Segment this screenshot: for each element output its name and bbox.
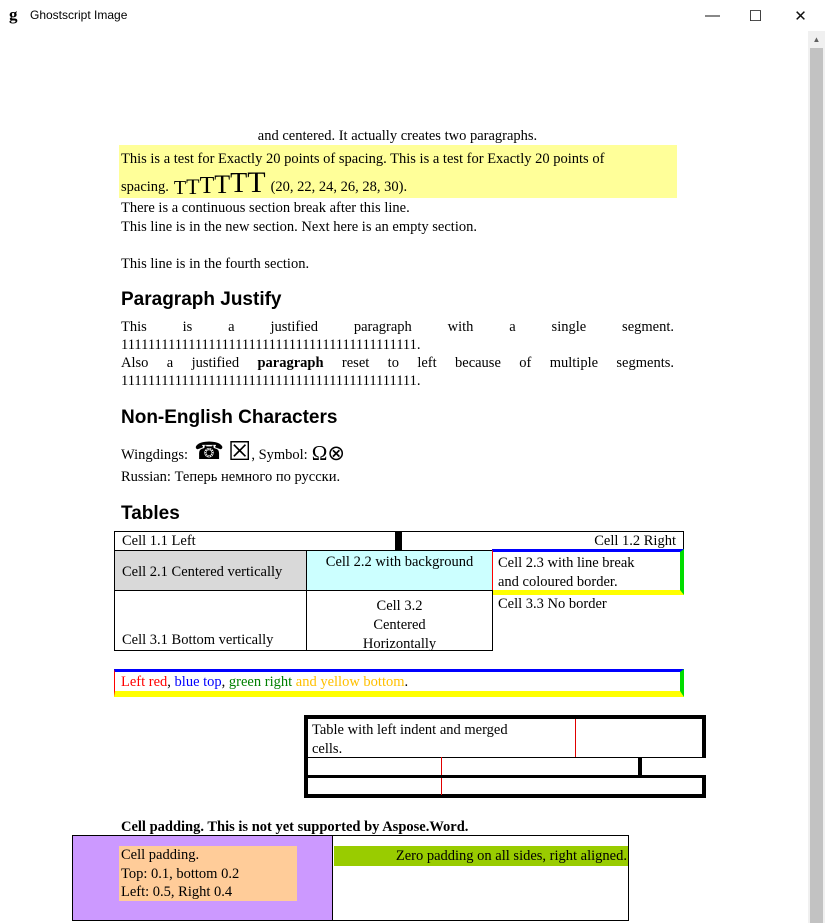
ones-line-1: 11111111111111111111111111111111111111111111.: [121, 337, 421, 353]
scroll-up-arrow-icon[interactable]: ▲: [812, 35, 821, 44]
text-line: Horizontally: [362, 636, 437, 652]
text: [498, 554, 635, 592]
window-title: Ghostscript Image: [30, 8, 128, 22]
thick-divider: [395, 531, 402, 551]
spacing-line-2: [121, 168, 407, 198]
cell-3-3: Cell 3.3 No border: [498, 596, 607, 612]
bold-text: paragraph: [257, 355, 324, 371]
new-section-line: This line is in the new section. Next here is an empty section.: [121, 219, 477, 235]
heading-paragraph-justify: Paragraph Justify: [121, 289, 282, 310]
symbol-chars: Ω⊗: [311, 441, 345, 465]
cell-3-1: [114, 590, 307, 651]
russian-line: Russian: Теперь немного по русски.: [121, 469, 341, 485]
red-text: Left red: [121, 674, 168, 690]
cell-1-2: Cell 1.2 Right: [594, 533, 676, 549]
text: reset to left because of multiple segments.: [341, 355, 674, 371]
t-24: T: [199, 173, 215, 199]
heading-non-english: Non-English Characters: [121, 407, 338, 428]
justified-line-1: This is a justified paragraph with a single segment.: [121, 319, 674, 335]
text: Cell 2.2 with background: [325, 554, 474, 570]
padding-heading: Cell padding. This is not yet supported by Aspose.Word.: [121, 819, 469, 835]
gap: [701, 758, 706, 775]
spacing-text: spacing.: [121, 178, 169, 195]
minimize-button[interactable]: —: [705, 7, 720, 24]
text-line: Centered: [373, 617, 426, 633]
x-box-icon: ☒: [228, 437, 252, 466]
colored-border-paragraph: [114, 669, 684, 697]
thick-divider: [638, 757, 642, 776]
text-line: Table with left indent and merged: [312, 722, 508, 738]
t-22: T: [186, 174, 200, 199]
justified-line-2: [121, 355, 674, 372]
sep: ,: [167, 674, 175, 690]
indent-table: [304, 715, 706, 798]
cell-1-1: Cell 1.1 Left: [122, 533, 196, 549]
blue-text: blue top: [174, 674, 222, 690]
scrollbar-thumb[interactable]: [810, 48, 823, 923]
cell-2-2: [306, 550, 493, 591]
sep: .: [404, 674, 409, 690]
label: , Symbol:: [251, 447, 308, 463]
row-divider: [308, 757, 706, 758]
t-20: T: [173, 177, 187, 199]
wingdings-line: [121, 437, 345, 466]
section-break-line: There is a continuous section break after this line.: [121, 200, 410, 216]
title-bar: [0, 0, 825, 31]
text-line: Top: 0.1, bottom 0.2: [121, 865, 240, 882]
peach-content: [119, 846, 297, 901]
text-line: Cell 3.2: [376, 598, 423, 614]
text: Cell 3.1 Bottom vertically: [122, 632, 274, 648]
cell-2-3: [492, 549, 684, 595]
yellow-text: and yellow bottom: [295, 674, 405, 690]
table-row-1: [114, 531, 684, 551]
text: Cell 2.1 Centered vertically: [122, 564, 283, 580]
spacing-line-1: This is a test for Exactly 20 points of spacing. This is a test for Exactly 20 points of: [121, 151, 605, 167]
green-text: green right: [228, 674, 293, 690]
text: Also a justified: [121, 355, 240, 371]
sep: ,: [221, 674, 229, 690]
cell-3-2: [306, 590, 493, 651]
ghostscript-icon: g: [9, 5, 18, 24]
text-line: and coloured border.: [498, 574, 618, 590]
label: Wingdings:: [121, 447, 189, 463]
text-line: Cell 2.3 with line break: [498, 555, 635, 571]
row-divider: [308, 775, 706, 778]
t-26: T: [214, 170, 231, 199]
t-28: T: [230, 168, 248, 199]
fourth-section-line: This line is in the fourth section.: [121, 256, 310, 272]
cell-2-1: [114, 550, 307, 591]
maximize-button[interactable]: ☐: [748, 7, 763, 25]
text-line: cells.: [312, 741, 343, 757]
sizes-text: (20, 22, 24, 26, 28, 30).: [270, 178, 408, 195]
close-button[interactable]: ✕: [794, 7, 807, 25]
red-divider: [575, 719, 576, 757]
heading-tables: Tables: [121, 503, 180, 524]
centered-line: and centered. It actually creates two paragraphs.: [257, 128, 538, 144]
ones-line-2: 11111111111111111111111111111111111111111111.: [121, 373, 421, 389]
green-cell-content: Zero padding on all sides, right aligned.: [334, 846, 628, 866]
text-line: Left: 0.5, Right 0.4: [121, 884, 233, 900]
text-line: Cell padding.: [121, 847, 200, 863]
padding-table: [72, 835, 629, 921]
t-30: T: [247, 166, 266, 199]
phone-icon: ☎: [194, 439, 224, 465]
